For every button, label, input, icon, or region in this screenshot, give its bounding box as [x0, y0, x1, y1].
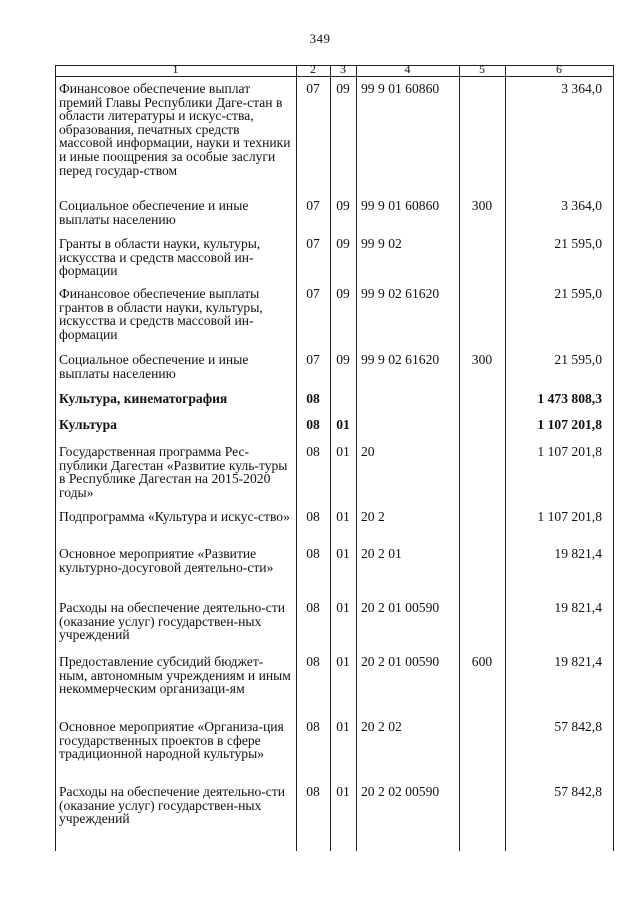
- row-section: 08: [306, 417, 320, 432]
- row-subsection: 01: [336, 444, 350, 459]
- row-subsection: 01: [336, 784, 350, 799]
- row-target-code: 20 2 02 00590: [361, 784, 440, 799]
- row-subsection: 01: [336, 654, 350, 669]
- header-col-5: 5: [479, 62, 485, 76]
- row-target-code: 99 9 02 61620: [361, 286, 440, 301]
- row-amount: 21 595,0: [554, 236, 602, 251]
- row-amount: 57 842,8: [554, 719, 602, 734]
- page-number: 349: [309, 31, 331, 46]
- row-name: Основное мероприятие «Организа-ция государственных проектов в сфере традиционной народной культуры»: [59, 719, 284, 762]
- row-subsection: 09: [336, 236, 350, 251]
- header-col-6: 6: [556, 62, 562, 76]
- column-border: [613, 65, 614, 851]
- row-amount: 21 595,0: [554, 286, 602, 301]
- row-name: Социальное обеспечение и иные выплаты населению: [59, 352, 249, 381]
- row-section: 08: [306, 784, 320, 799]
- row-target-code: 99 9 02: [361, 236, 402, 251]
- header-col-3: 3: [340, 62, 346, 76]
- budget-table: [55, 62, 614, 851]
- row-target-code: 20: [361, 444, 375, 459]
- row-target-code: 99 9 01 60860: [361, 81, 440, 96]
- row-subsection: 09: [336, 352, 350, 367]
- row-amount: 3 364,0: [561, 198, 602, 213]
- row-name: Культура: [59, 417, 117, 432]
- column-border: [356, 65, 357, 851]
- row-subsection: 01: [336, 417, 350, 432]
- row-section: 07: [306, 198, 320, 213]
- row-target-code: 20 2 01 00590: [361, 600, 440, 615]
- row-target-code: 20 2 01: [361, 546, 402, 561]
- column-border: [55, 65, 56, 851]
- row-name: Финансовое обеспечение выплат премий Главы Республики Даге-стан в области литературы и искус-ства, образования, печатных средств массовой информации, науки и техники и иные поощрения за особые заслуги перед государ-ством: [59, 81, 291, 178]
- header-col-1: 1: [172, 62, 179, 76]
- row-section: 08: [306, 444, 320, 459]
- row-subsection: 01: [336, 509, 350, 524]
- row-name: Расходы на обеспечение деятельно-сти (оказание услуг) государствен-ных учреждений: [59, 600, 286, 643]
- row-section: 08: [306, 546, 320, 561]
- header-bottom-border: [55, 76, 614, 77]
- row-name: Гранты в области науки, культуры, искусства и средств массовой ин-формации: [59, 236, 261, 279]
- row-section: 08: [306, 654, 320, 669]
- row-name: Государственная программа Рес-публики Дагестан «Развитие куль-туры в Республике Дагестан на 2015-2020 годы»: [59, 444, 288, 500]
- row-target-code: 99 9 01 60860: [361, 198, 440, 213]
- row-section: 07: [306, 236, 320, 251]
- row-section: 07: [306, 81, 320, 96]
- row-subsection: 01: [336, 600, 350, 615]
- row-amount: 19 821,4: [554, 600, 602, 615]
- row-name: Социальное обеспечение и иные выплаты населению: [59, 198, 249, 227]
- header-col-4: 4: [404, 62, 411, 76]
- row-name: Культура, кинематография: [59, 391, 228, 406]
- row-amount: 19 821,4: [554, 546, 602, 561]
- column-border: [505, 65, 506, 851]
- row-subsection: 01: [336, 719, 350, 734]
- row-target-code: 20 2 01 00590: [361, 654, 440, 669]
- row-name: Основное мероприятие «Развитие культурно-досуговой деятельно-сти»: [59, 546, 274, 575]
- row-amount: 1 107 201,8: [537, 509, 602, 524]
- row-amount: 19 821,4: [554, 654, 602, 669]
- header-col-2: 2: [310, 62, 316, 76]
- row-expense-type: 300: [471, 198, 493, 213]
- row-section: 08: [306, 719, 320, 734]
- row-name: Предоставление субсидий бюджет-ным, автономным учреждениям и иным некоммерческим организаци-ям: [59, 654, 291, 697]
- row-section: 08: [306, 600, 320, 615]
- row-section: 07: [306, 286, 320, 301]
- row-target-code: 20 2: [361, 509, 385, 524]
- row-name: Финансовое обеспечение выплаты грантов в области науки, культуры, искусства и средств массовой ин-формации: [59, 286, 263, 342]
- row-amount: 57 842,8: [554, 784, 602, 799]
- row-amount: 21 595,0: [554, 352, 602, 367]
- row-subsection: 09: [336, 286, 350, 301]
- row-amount: 1 107 201,8: [537, 444, 602, 459]
- row-amount: 3 364,0: [561, 81, 602, 96]
- row-section: 08: [306, 509, 320, 524]
- row-target-code: 99 9 02 61620: [361, 352, 440, 367]
- row-subsection: 01: [336, 546, 350, 561]
- row-target-code: 20 2 02: [361, 719, 402, 734]
- row-amount: 1 107 201,8: [537, 417, 602, 432]
- row-section: 08: [306, 391, 320, 406]
- row-section: 07: [306, 352, 320, 367]
- row-name: Подпрограмма «Культура и искус-ство»: [59, 509, 290, 524]
- row-expense-type: 600: [471, 654, 493, 669]
- row-expense-type: 300: [471, 352, 493, 367]
- row-amount: 1 473 808,3: [537, 391, 602, 406]
- row-subsection: 09: [336, 198, 350, 213]
- row-name: Расходы на обеспечение деятельно-сти (оказание услуг) государствен-ных учреждений: [59, 784, 286, 827]
- row-subsection: 09: [336, 81, 350, 96]
